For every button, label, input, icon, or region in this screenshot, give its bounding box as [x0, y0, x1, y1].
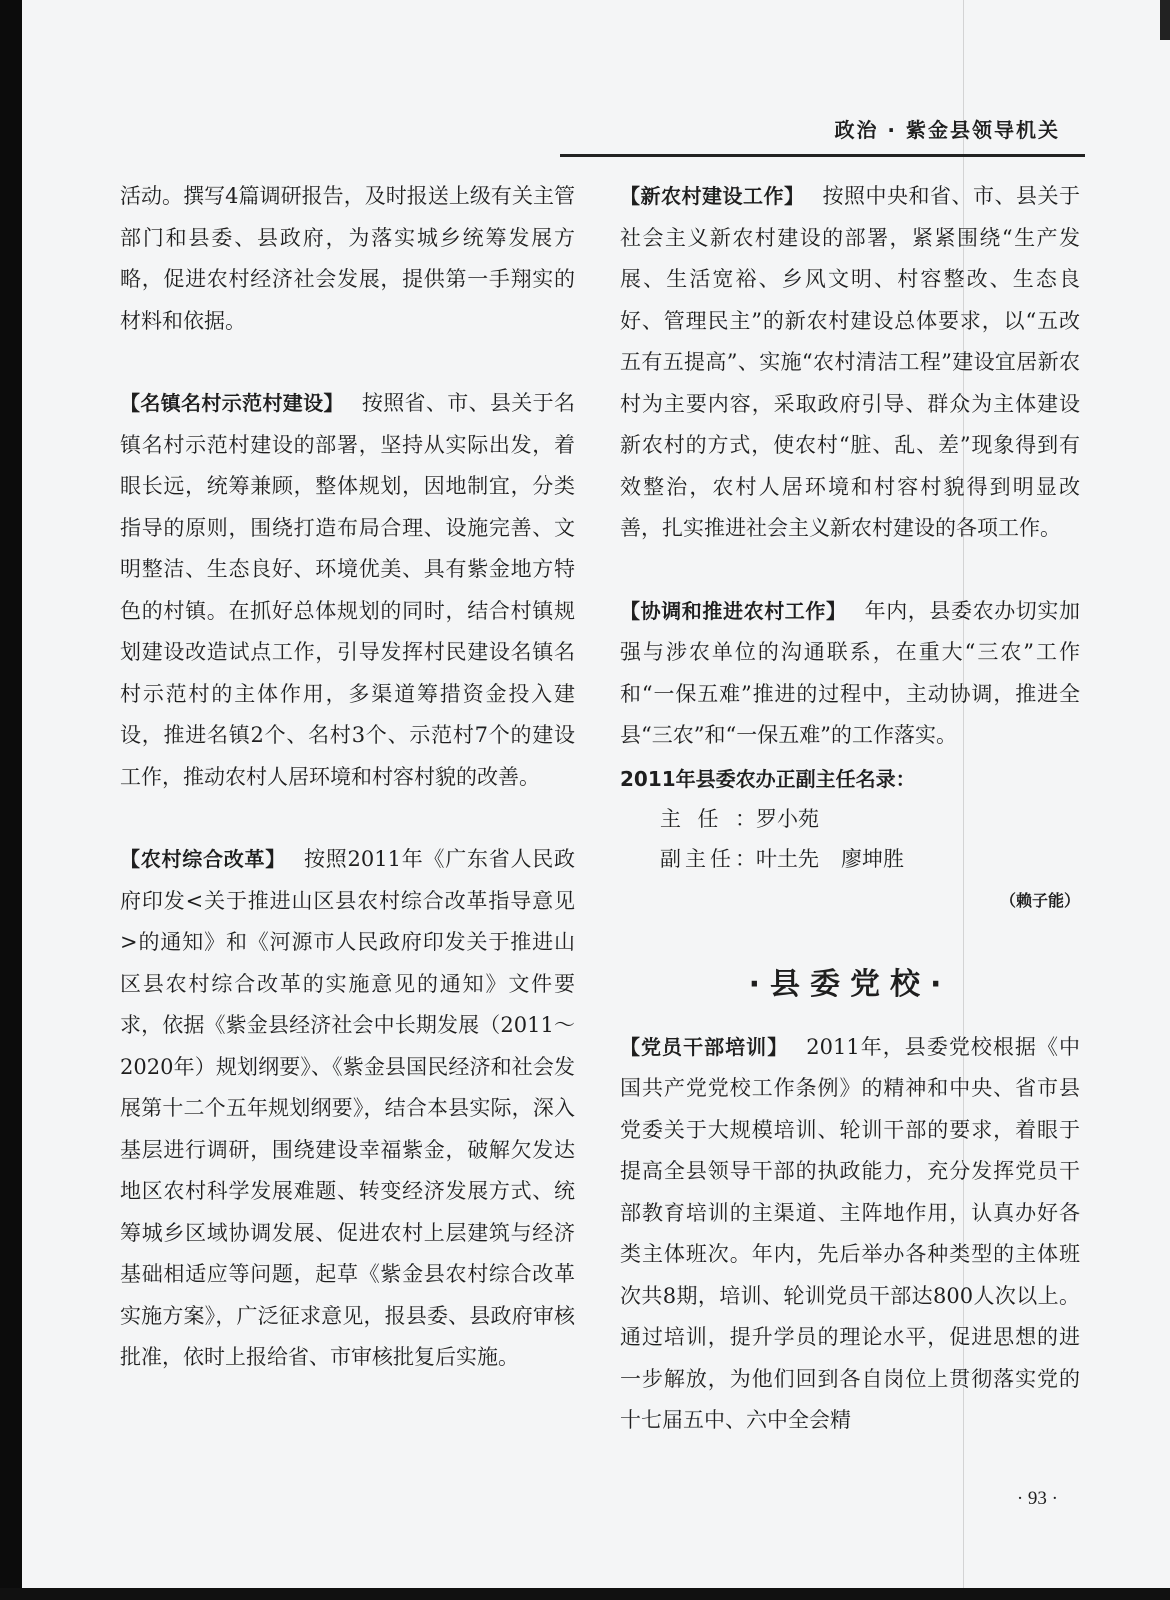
- page-number: · 93 ·: [1016, 1488, 1058, 1509]
- roster-role: 主任：: [660, 806, 756, 831]
- section-heading: 【农村综合改革】: [120, 847, 287, 871]
- section-heading: 【党员干部培训】: [620, 1034, 789, 1059]
- roster-role: 副主任：: [660, 846, 756, 871]
- section-heading: 【名镇名村示范村建设】: [120, 391, 344, 415]
- paragraph-model-villages: [120, 383, 575, 798]
- section-heading: 【新农村建设工作】: [620, 184, 805, 208]
- paragraph-cadre-training: [620, 1027, 1080, 1442]
- scan-edge-bottom: [0, 1588, 1170, 1600]
- scan-edge-left: [0, 0, 22, 1600]
- roster-title: 2011年县委农办正副主任名录：: [620, 766, 916, 791]
- roster-name: 廖坤胜: [841, 846, 904, 871]
- section-title: ·县委党校·: [748, 966, 952, 1002]
- header-rule: [560, 154, 1085, 157]
- paragraph-rural-reform: [120, 839, 575, 1379]
- paragraph-new-countryside: [620, 176, 1080, 550]
- right-column: [620, 176, 1080, 1442]
- scan-edge-corner: [1160, 0, 1170, 40]
- roster-name: 罗小苑: [756, 806, 819, 831]
- roster-deputy: [620, 839, 1080, 879]
- roster-name: 叶土先: [756, 846, 819, 871]
- running-header: 政治 · 紫金县领导机关: [834, 118, 1060, 142]
- paragraph-body: 按照中央和省、市、县关于社会主义新农村建设的部署，紧紧围绕“生产发展、生活宽裕、乡风文明、村容整改、生态良好、管理民主”的新农村建设总体要求，以“五改五有五提高”、实施“农村清洁工程”建设宜居新农村为主要内容，采取政府引导、群众为主体建设新农村的方式，使农村“脏、乱、差”现象得到有效整治，农村人居环境和村容村貌得到明显改善，扎实推进社会主义新农村建设的各项工作。: [620, 184, 1080, 540]
- author-credit: （赖子能）: [999, 890, 1080, 910]
- paragraph-body: 按照省、市、县关于名镇名村示范村建设的部署，坚持从实际出发，着眼长远，统筹兼顾，整体规划，因地制宜，分类指导的原则，围绕打造布局合理、设施完善、文明整洁、生态良好、环境优美、具有紫金地方特色的村镇。在抓好总体规划的同时，结合村镇规划建设改造试点工作，引导发挥村民建设名镇名村示范村的主体作用，多渠道筹措资金投入建设，推进名镇2个、名村3个、示范村7个的建设工作，推动农村人居环境和村容村貌的改善。: [120, 391, 576, 789]
- paragraph-coordination: [620, 591, 1080, 757]
- roster-director: [620, 799, 1080, 839]
- paragraph-body: 2011年，县委党校根据《中国共产党党校工作条例》的精神和中央、省市县党委关于大规模培训、轮训干部的要求，着眼于提高全县领导干部的执政能力，充分发挥党员干部教育培训的主渠道、主阵地作用，认真办好各类主体班次。年内，先后举办各种类型的主体班次共8期，培训、轮训党员干部达800人次以上。通过培训，提升学员的理论水平，促进思想的进一步解放，为他们回到各自岗位上贯彻落实党的十七届五中、六中全会精: [620, 1034, 1080, 1432]
- left-column: [120, 176, 575, 1379]
- paragraph-continued: 活动。撰写4篇调研报告，及时报送上级有关主管部门和县委、县政府，为落实城乡统筹发展方略，促进农村经济社会发展，提供第一手翔实的材料和依据。: [120, 184, 575, 333]
- paragraph-body: 年内，县委农办切实加强与涉农单位的沟通联系，在重大“三农”工作和“一保五难”推进的过程中，主动协调，推进全县“三农”和“一保五难”的工作落实。: [620, 598, 1081, 747]
- paragraph-body: 按照2011年《广东省人民政府印发<关于推进山区县农村综合改革指导意见>的通知》和《河源市人民政府印发关于推进山区县农村综合改革的实施意见的通知》文件要求，依据《紫金县经济社会中长期发展（2011～2020年）规划纲要》、《紫金县国民经济和社会发展第十二个五年规划纲要》，结合本县实际，深入基层进行调研，围绕建设幸福紫金，破解欠发达地区农村科学发展难题、转变经济发展方式、统筹城乡区域协调发展、促进农村上层建筑与经济基础相适应等问题，起草《紫金县农村综合改革实施方案》，广泛征求意见，报县委、县政府审核批准，依时上报给省、市审核批复后实施。: [120, 847, 575, 1369]
- section-heading: 【协调和推进农村工作】: [620, 598, 847, 623]
